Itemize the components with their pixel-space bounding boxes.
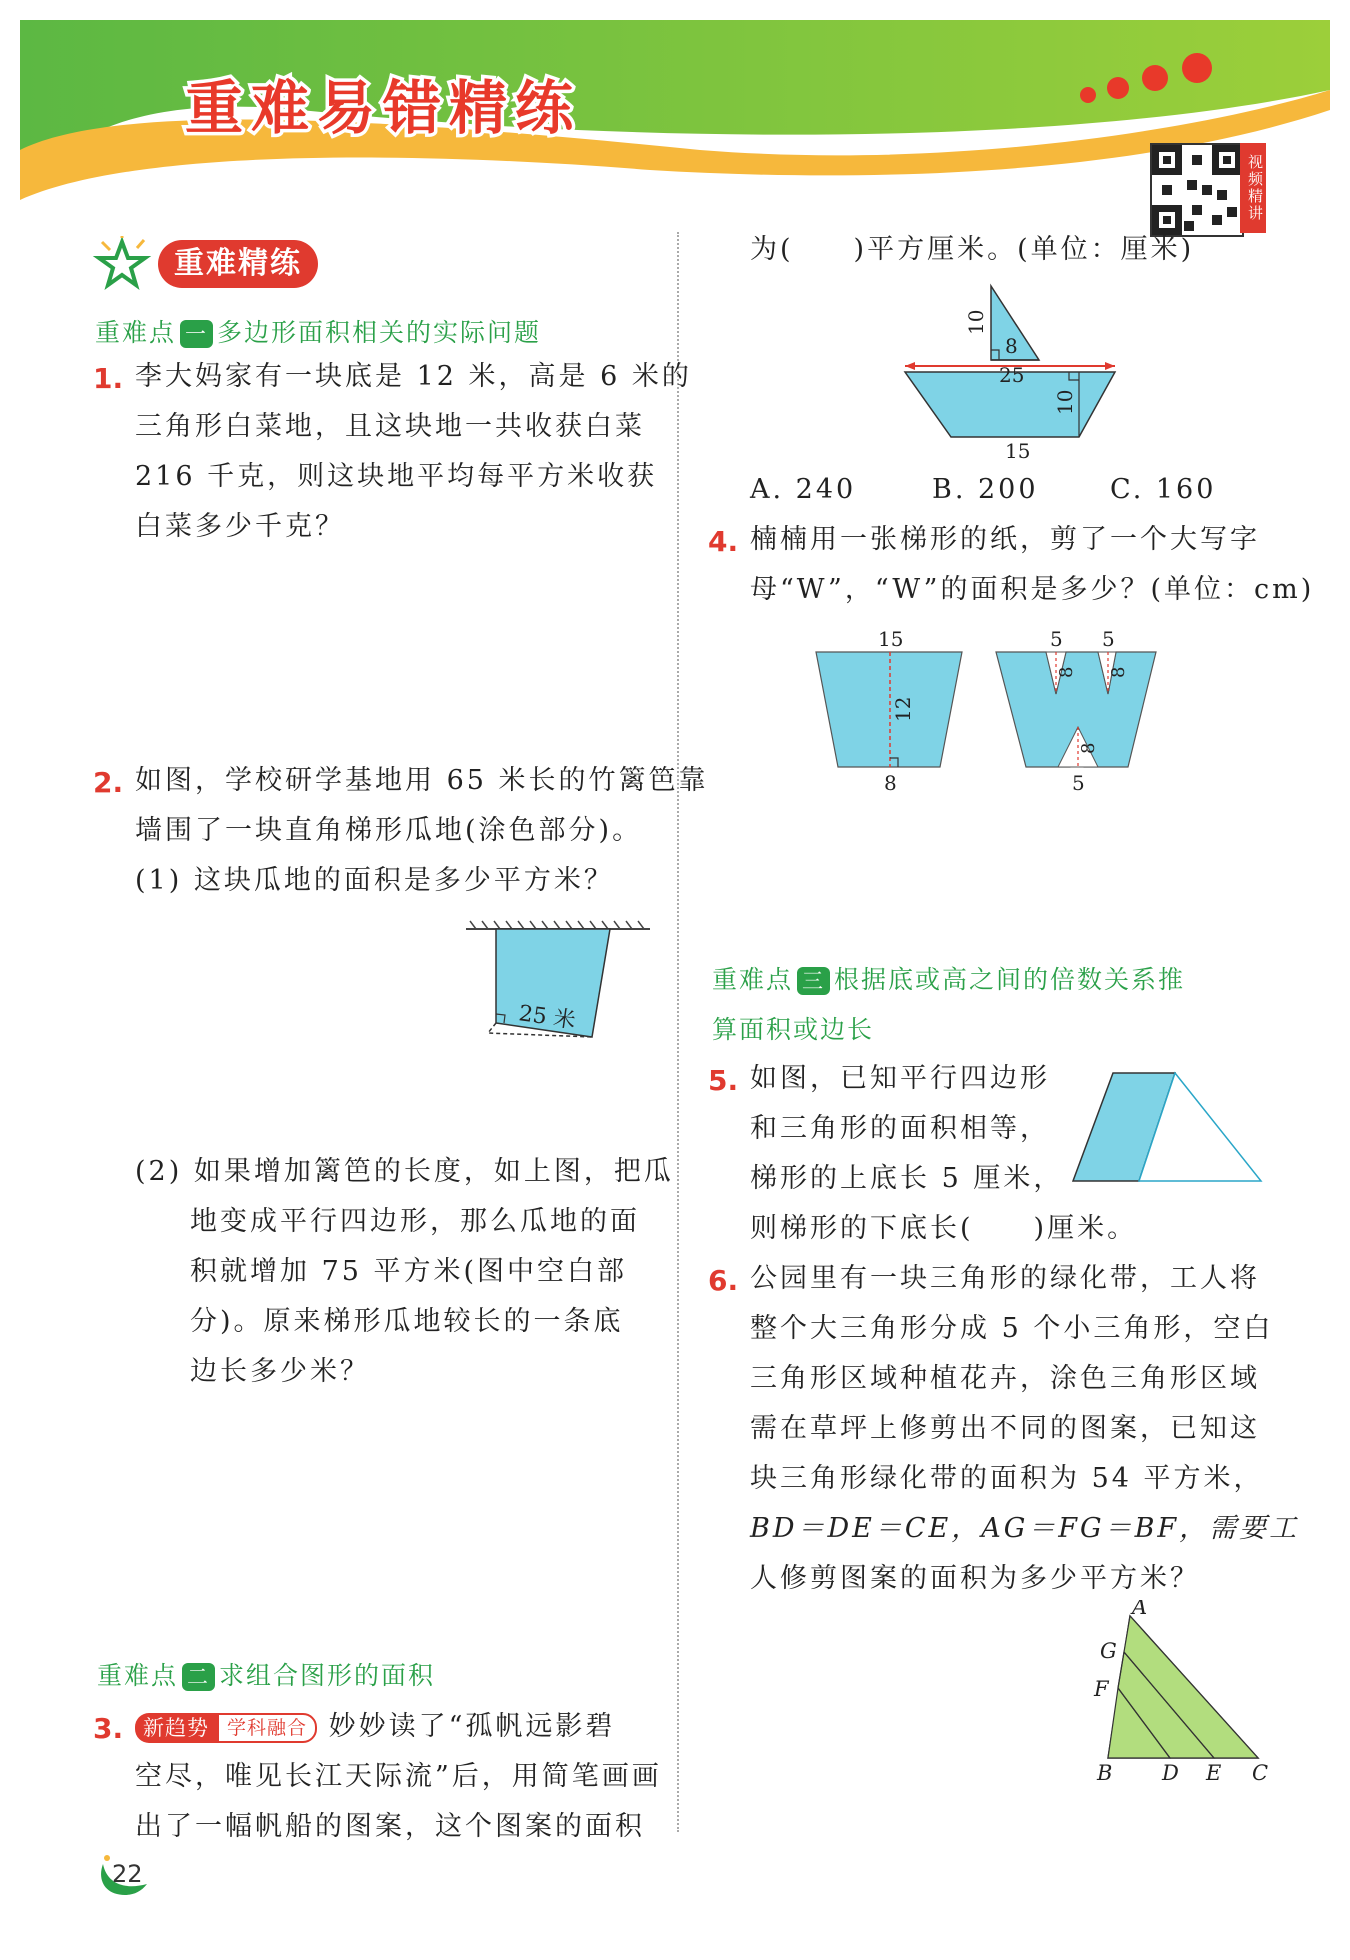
qr-code[interactable] [1150,143,1244,237]
q3-line: 空尽，唯见长江天际流”后，用简笔画画 [135,1761,662,1792]
q5-line: 和三角形的面积相等， [750,1113,1050,1144]
q6-line: 需在草坪上修剪出不同的图案，已知这 [750,1413,1260,1444]
key-point-title: 根据底或高之间的倍数关系推 [834,965,1186,994]
q6-line: 三角形区域种植花卉，涂色三角形区域 [750,1363,1260,1394]
q3-line: 出了一幅帆船的图案，这个图案的面积 [135,1811,645,1842]
q3-label-b25: 25 [999,363,1025,387]
q2-sub2-line: 分)。原来梯形瓜地较长的一条底 [190,1306,624,1337]
header-title: 重难易错精练 [185,74,582,142]
question-number: 6. [708,1264,739,1297]
column-divider [677,232,679,1832]
q3-label-b8: 8 [1005,334,1018,358]
q5-line: 梯形的上底长 5 厘米， [750,1163,1064,1194]
q4-label-v8c: 8 [1078,742,1099,754]
q4-label-top15: 15 [878,627,904,651]
key-point-badge: 三 [797,967,830,995]
question-number: 2. [93,766,124,799]
q6-line: 公园里有一块三角形的绿化带，工人将 [750,1263,1260,1294]
key-point-3 [712,960,1185,996]
question-number: 1. [93,362,124,395]
q3-option-a: A. 240 [750,474,857,505]
q6-label-A: A [1132,1600,1148,1619]
deco-dot-3 [1142,65,1168,91]
qr-label: 视频精讲 [1240,143,1266,233]
q4-line: 楠楠用一张梯形的纸，剪了一个大写字 [750,524,1260,555]
q2-sub2-line: 边长多少米？ [190,1356,370,1387]
q4-label-v8b: 8 [1108,666,1129,678]
q4-label-t5a: 5 [1050,627,1063,651]
q3-label-h10b: 10 [1053,389,1077,415]
q1-line: 216 千克，则这块地平均每平方米收获 [135,461,658,492]
key-point-3-line2: 算面积或边长 [712,1015,875,1044]
q3-label-b15: 15 [1005,439,1031,463]
q2-sub1: (1) 这块瓜地的面积是多少平方米？ [135,865,614,896]
q4-label-v8a: 8 [1056,666,1077,678]
q6-line: 块三角形绿化带的面积为 54 平方米， [750,1463,1264,1494]
q6-triangle-figure [1020,1600,1280,1785]
q2-line: 墙围了一块直角梯形瓜地(涂色部分)。 [135,815,643,846]
q2-fig-label: 25 米 [517,1001,578,1034]
header-banner [0,0,1350,215]
q4-figure [810,622,1170,797]
key-point-title: 多边形面积相关的实际问题 [217,318,542,347]
q3-first-line [135,1702,615,1752]
q4-line: 母“W”，“W”的面积是多少？(单位：cm) [750,574,1315,605]
key-point-badge: 二 [182,1663,215,1691]
tag-new-trend: 新趋势 [135,1713,217,1743]
key-point-badge: 一 [180,320,213,348]
q1-line: 白菜多少千克？ [135,511,345,542]
key-point-2 [97,1656,435,1692]
q5-figure [1065,1065,1265,1190]
star-icon [92,236,152,292]
q1-line: 李大妈家有一块底是 12 米，高是 6 米的 [135,361,692,392]
deco-dot-2 [1107,77,1129,99]
q3-option-b: B. 200 [932,474,1039,505]
q4-label-h12: 12 [891,696,915,722]
key-point-1 [95,313,541,349]
question-number: 3. [93,1712,124,1745]
q5-line: 则梯形的下底长( )厘米。 [750,1213,1138,1244]
q4-label-t5b: 5 [1102,627,1115,651]
q5-line: 如图，已知平行四边形 [750,1063,1050,1094]
q6-label-D: D [1162,1761,1179,1785]
q6-line: BD＝DE＝CE，AG＝FG＝BF，需要工 [750,1513,1300,1544]
tag-interdisciplinary: 学科融合 [217,1713,317,1743]
q6-label-B: B [1097,1761,1113,1785]
page-number: 22 [112,1860,143,1888]
key-point-title: 求组合图形的面积 [219,1661,436,1690]
q2-figure [460,915,660,1050]
q3-option-c: C. 160 [1110,474,1217,505]
q6-line: 整个大三角形分成 5 个小三角形，空白 [750,1313,1274,1344]
q6-label-G: G [1100,1639,1117,1663]
key-point-prefix: 重难点 [97,1661,179,1690]
key-point-prefix: 重难点 [95,318,177,347]
q3-sailboat-figure [895,280,1125,465]
q1-line: 三角形白菜地，且这块地一共收获白菜 [135,411,645,442]
q4-label-b5: 5 [1072,771,1085,795]
q4-label-bot8: 8 [884,771,897,795]
q2-sub2-line: 地变成平行四边形，那么瓜地的面 [190,1206,640,1237]
q2-sub2-line: (2) 如果增加篱笆的长度，如上图，把瓜 [135,1156,674,1187]
q6-label-F: F [1094,1677,1109,1701]
q6-label-C: C [1252,1761,1269,1785]
deco-dot-4 [1182,53,1212,83]
q3-label-h10a: 10 [964,309,988,335]
question-number: 5. [708,1064,739,1097]
deco-dot-1 [1080,87,1096,103]
qr-code-pattern [1152,145,1242,235]
q3-cont: 为( )平方厘米。(单位：厘米) [750,234,1195,265]
question-number: 4. [708,525,739,558]
q6-line: 人修剪图案的面积为多少平方米？ [750,1563,1200,1594]
q3-line: 妙妙读了“孤帆远影碧 [328,1711,616,1742]
key-point-prefix: 重难点 [712,965,794,994]
q2-sub2-line: 积就增加 75 平方米(图中空白部 [190,1256,628,1287]
q2-line: 如图，学校研学基地用 65 米长的竹篱笆靠 [135,765,709,796]
q6-label-E: E [1206,1761,1222,1785]
section-title: 重难精练 [158,240,318,288]
